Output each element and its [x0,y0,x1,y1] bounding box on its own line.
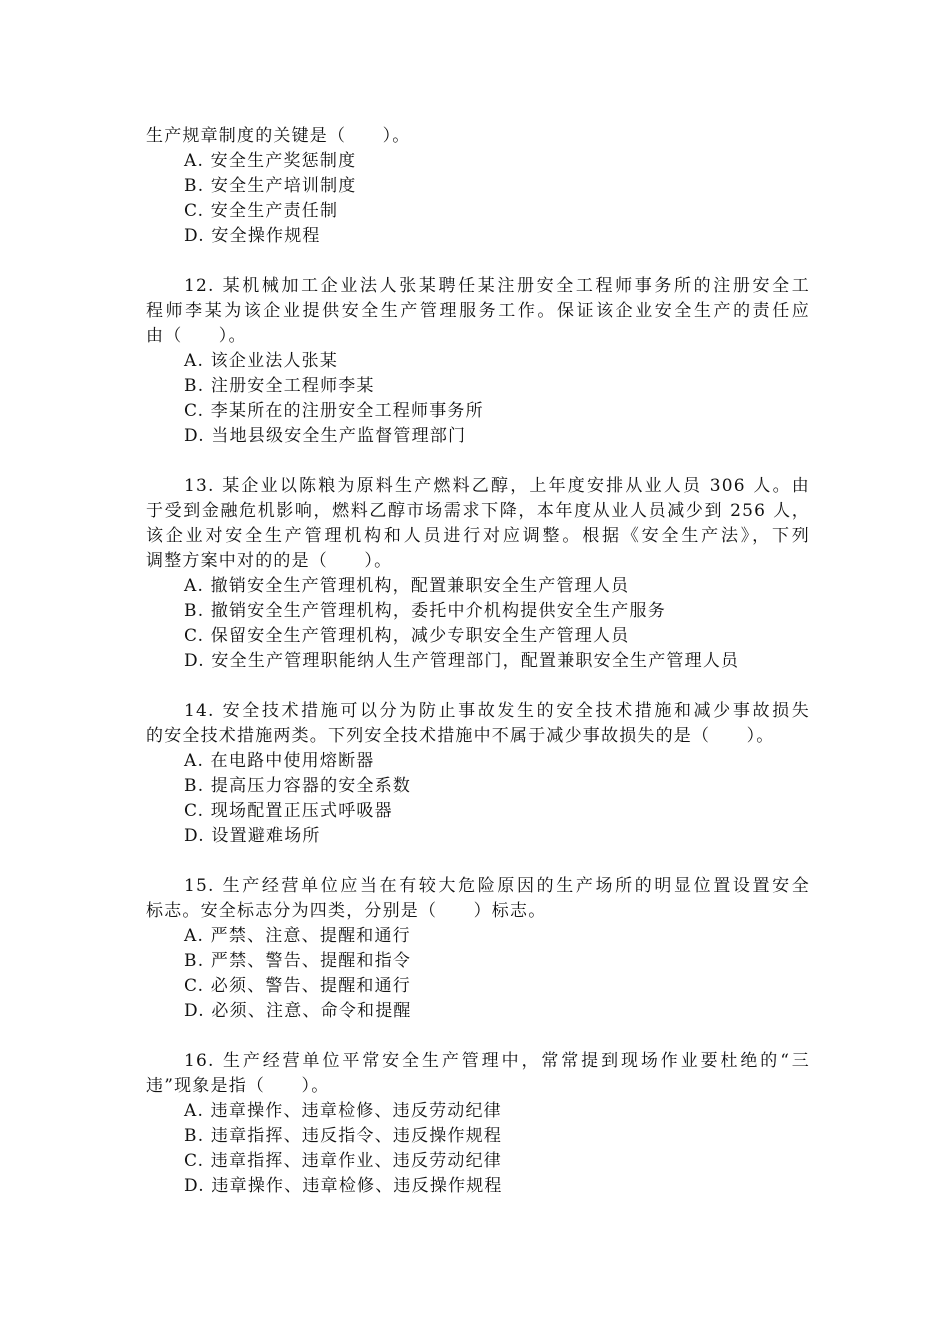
option-c: C. 违章指挥、违章作业、违反劳动纪律 [184,1151,503,1171]
option-c: C. 保留安全生产管理机构，减少专职安全生产管理人员 [184,626,630,646]
question-stem-line: 违”现象是指（ ）。 [146,1076,330,1096]
option-c: C. 李某所在的注册安全工程师事务所 [184,401,484,421]
question-stem-line: 16. 生产经营单位平常安全生产管理中，常常提到现场作业要杜绝的“三 [184,1051,810,1071]
question-stem-line: 15. 生产经营单位应当在有较大危险原因的生产场所的明显位置设置安全 [184,876,810,896]
option-d: D. 设置避难场所 [184,826,321,846]
option-a: A. 违章操作、违章检修、违反劳动纪律 [184,1101,502,1121]
option-a: A. 在电路中使用熔断器 [184,751,375,771]
question-16 [146,1049,810,1199]
question-12 [146,274,810,449]
question-stem-line: 该企业对安全生产管理机构和人员进行对应调整。根据《安全生产法》，下列 [146,526,810,546]
question-stem-line: 于受到金融危机影响，燃料乙醇市场需求下降，本年度从业人员减少到 256 人， [146,501,810,521]
option-c: C. 必须、警告、提醒和通行 [184,976,412,996]
option-d: D. 必须、注意、命令和提醒 [184,1001,412,1021]
option-b: B. 注册安全工程师李某 [184,376,375,396]
question-stem-line: 13. 某企业以陈粮为原料生产燃料乙醇，上年度安排从业人员 306 人。由 [184,476,810,496]
option-b: B. 撤销安全生产管理机构，委托中介机构提供安全生产服务 [184,601,666,621]
question-13 [146,474,810,674]
option-b: B. 安全生产培训制度 [184,176,357,196]
option-a: A. 该企业法人张某 [184,351,339,371]
question-stem-line: 生产规章制度的关键是（ ）。 [146,126,411,146]
document-page [146,124,810,1224]
option-d: D. 违章操作、违章检修、违反操作规程 [184,1176,503,1196]
question-stem-line: 的安全技术措施两类。下列安全技术措施中不属于减少事故损失的是（ ）。 [146,726,775,746]
option-a: A. 撤销安全生产管理机构，配置兼职安全生产管理人员 [184,576,630,596]
option-a: A. 安全生产奖惩制度 [184,151,357,171]
option-c: C. 安全生产责任制 [184,201,339,221]
question-15 [146,874,810,1024]
question-14 [146,699,810,849]
option-c: C. 现场配置正压式呼吸器 [184,801,393,821]
option-a: A. 严禁、注意、提醒和通行 [184,926,411,946]
question-stem-line: 12. 某机械加工企业法人张某聘任某注册安全工程师事务所的注册安全工 [184,276,810,296]
option-d: D. 安全操作规程 [184,226,321,246]
question-stem-line: 程师李某为该企业提供安全生产管理服务工作。保证该企业安全生产的责任应 [146,301,810,321]
option-d: D. 当地县级安全生产监督管理部门 [184,426,467,446]
question-stem-line: 调整方案中对的的是（ ）。 [146,551,393,571]
option-d: D. 安全生产管理职能纳人生产管理部门，配置兼职安全生产管理人员 [184,651,740,671]
question-stem-line: 由（ ）。 [146,326,247,346]
question-11-continued [146,124,810,249]
question-stem-line: 标志。安全标志分为四类，分别是（ ）标志。 [146,901,547,921]
question-stem-line: 14. 安全技术措施可以分为防止事故发生的安全技术措施和减少事故损失 [184,701,810,721]
option-b: B. 严禁、警告、提醒和指令 [184,951,412,971]
option-b: B. 提高压力容器的安全系数 [184,776,412,796]
option-b: B. 违章指挥、违反指令、违反操作规程 [184,1126,503,1146]
